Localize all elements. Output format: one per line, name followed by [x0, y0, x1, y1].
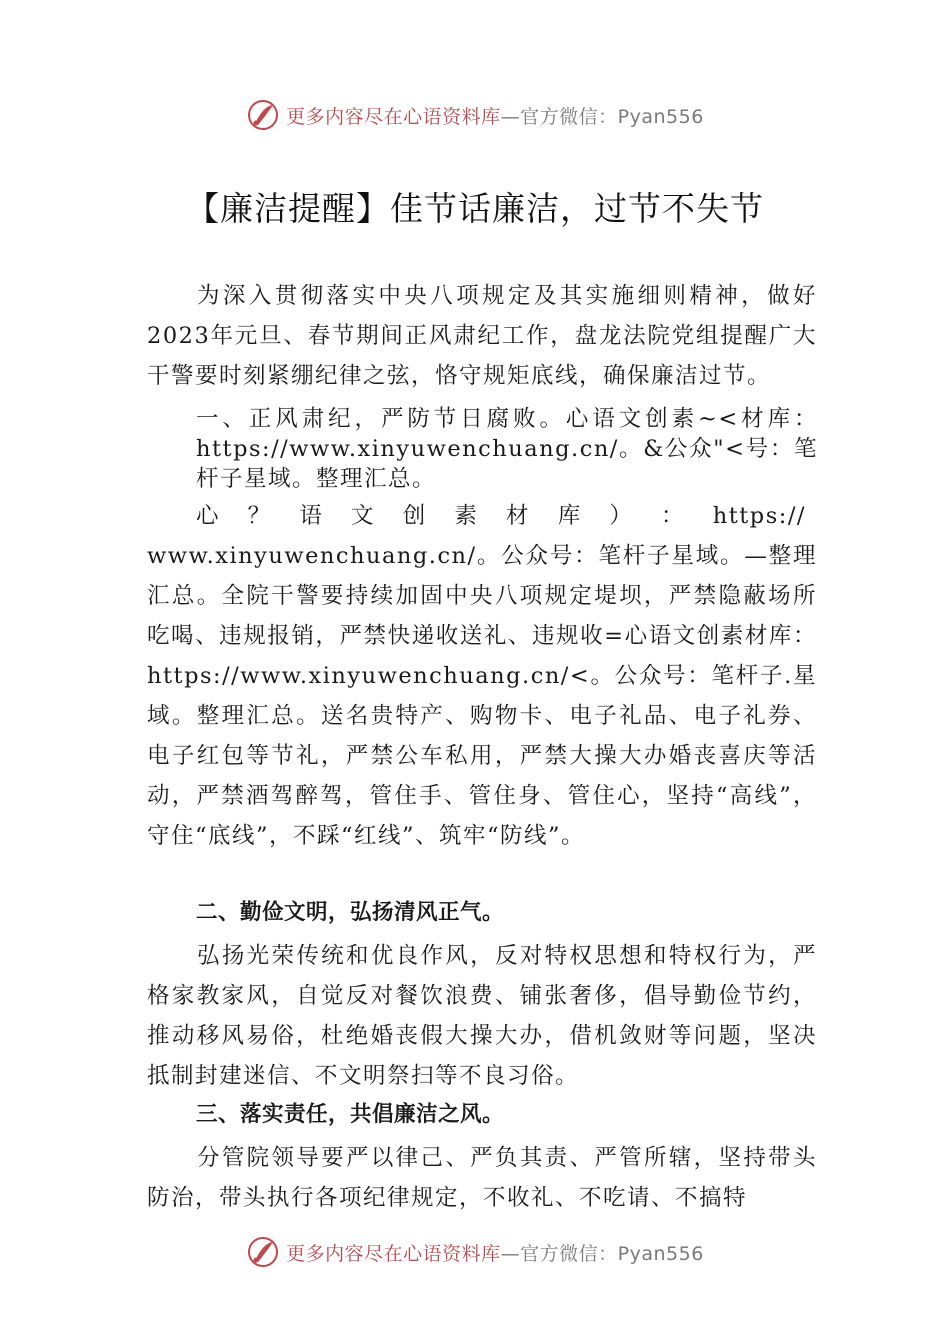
document-title: 【廉洁提醒】佳节话廉洁，过节不失节 — [186, 189, 764, 228]
watermark-banner-top — [0, 95, 950, 135]
section-heading-3: 三、落实责任，共倡廉洁之风。 — [196, 1102, 505, 1127]
paragraph-section-1-lead: 心 ？ 语 文 创 素 材 库 ） ： https:// — [196, 503, 806, 529]
paragraph-intro: 为深入贯彻落实中央八项规定及其实施细则精神，做好2023年元旦、春节期间正风肃纪工作，盘龙法院党组提醒广大干警要时刻紧绷纪律之弦，恪守规矩底线，确保廉洁过节。 — [147, 283, 817, 389]
section-heading-1: 一、正风肃纪，严防节日腐败。心语文创素~<材库：https://www.xinyuwenchuang.cn/。&公众"<号：笔杆子星域。整理汇总。 — [196, 406, 818, 492]
brush-logo-icon — [246, 1235, 280, 1269]
watermark-banner-bottom — [0, 1232, 950, 1272]
watermark-wechat: —官方微信：Pyan556 — [500, 105, 704, 128]
watermark-wechat: —官方微信：Pyan556 — [500, 1242, 704, 1265]
section-heading-2: 二、勤俭文明，弘扬清风正气。 — [196, 900, 505, 925]
paragraph-section-1-body: www.xinyuwenchuang.cn/。公众号：笔杆子星域。—整理汇总。全院干警要持续加固中央八项规定堤坝，严禁隐蔽场所吃喝、违规报销，严禁快递收送礼、违规收=心语文创素材库：https://www.xinyuwenchuang.cn/<。公众号：笔杆子.星域。整理汇总。送名贵特产、购物卡、电子礼品、电子礼券、电子红包等节礼，严禁公车私用，严禁大操大办婚丧喜庆等活动，严禁酒驾醉驾，管住手、管住身、管住心，坚持“高线”，守住“底线”，不踩“红线”、筑牢“防线”。 — [147, 543, 817, 849]
paragraph-section-2: 弘扬光荣传统和优良作风，反对特权思想和特权行为，严格家教家风，自觉反对餐饮浪费、铺张奢侈，倡导勤俭节约，推动移风易俗，杜绝婚丧假大操大办，借机敛财等问题，坚决抵制封建迷信、不文明祭扫等不良习俗。 — [147, 943, 817, 1089]
watermark-brand: 更多内容尽在心语资料库 — [286, 1242, 501, 1265]
watermark-brand: 更多内容尽在心语资料库 — [286, 105, 501, 128]
paragraph-section-3: 分管院领导要严以律己、严负其责、严管所辖，坚持带头防治，带头执行各项纪律规定，不收礼、不吃请、不搞特 — [147, 1145, 817, 1211]
brush-logo-icon — [246, 98, 280, 132]
